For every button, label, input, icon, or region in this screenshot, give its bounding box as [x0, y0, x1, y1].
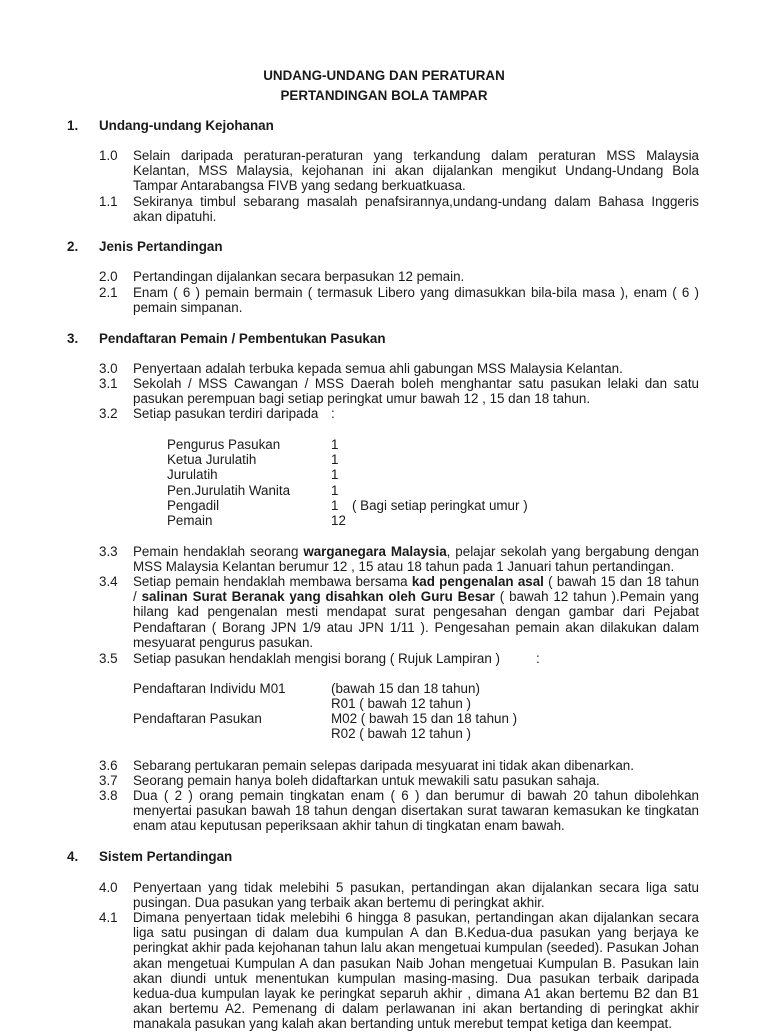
clause-number: 3.0: [99, 361, 118, 376]
team-role: Pen.Jurulatih Wanita: [167, 483, 291, 498]
clause-3-0: [99, 361, 699, 376]
clause-number: 2.1: [99, 285, 118, 300]
clause-text: Enam ( 6 ) pemain bermain ( termasuk Libero yang dimasukkan bila-bila masa ), enam ( 6 ) pemain simpanan.: [133, 285, 699, 316]
clause-3-1: [99, 376, 699, 406]
clause-3-2: [99, 406, 699, 421]
section-title: Jenis Pertandingan: [99, 239, 223, 254]
form-value: R02 ( bawah 12 tahun ): [331, 726, 471, 741]
clause-1-1: [99, 194, 699, 224]
clause-1-0: [99, 148, 699, 194]
clause-3-8: [99, 788, 699, 834]
clause-text: Penyertaan yang tidak melebihi 5 pasukan, pertandingan akan dijalankan secara liga satu pusingan. Dua pasukan yang terbaik akan bertemu di peringkat akhir.: [133, 880, 699, 911]
clause-text: Setiap pasukan hendaklah mengisi borang ( Rujuk Lampiran ): [133, 651, 500, 666]
team-count: 1: [331, 452, 339, 467]
team-count: 1: [331, 467, 339, 482]
clause-number: 1.0: [99, 148, 118, 163]
team-count: 1: [331, 437, 339, 452]
clause-number: 3.5: [99, 651, 118, 666]
form-value: R01 ( bawah 12 tahun ): [331, 696, 471, 711]
team-role: Ketua Jurulatih: [167, 452, 257, 467]
document-title-line2: PERTANDINGAN BOLA TAMPAR: [280, 88, 488, 103]
clause-3-6: [99, 758, 699, 773]
form-value: (bawah 15 dan 18 tahun): [331, 681, 480, 696]
clause-number: 3.7: [99, 773, 118, 788]
team-count: 12: [331, 513, 346, 528]
clause-text: Dua ( 2 ) orang pemain tingkatan enam ( 6 ) dan berumur di bawah 20 tahun dibolehkan menyertai pasukan bawah 18 tahun dengan disertakan surat tawaran kemasukan ke tingkatan enam atau keputusan peperiksaan akhir tahun di tingkatan enam bawah.: [133, 788, 699, 834]
clause-number: 2.0: [99, 269, 118, 284]
clause-text: Setiap pasukan terdiri daripada: [133, 406, 319, 421]
clause-text: Sekiranya timbul sebarang masalah penafsirannya,undang-undang dalam Bahasa Inggeris akan dipatuhi.: [133, 194, 699, 225]
clause-number: 3.8: [99, 788, 118, 803]
section-number: 2.: [67, 239, 79, 254]
clause-3-4: [99, 574, 699, 650]
clause-text: Pertandingan dijalankan secara berpasukan 12 pemain.: [133, 269, 465, 284]
clause-text: Seorang pemain hanya boleh didaftarkan untuk mewakili satu pasukan sahaja.: [133, 773, 600, 788]
emphasis-text: salinan Surat Beranak yang disahkan oleh Guru Besar: [141, 589, 495, 605]
clause-4-0: [99, 880, 699, 910]
section-title: Sistem Pertandingan: [99, 849, 233, 864]
clause-number: 4.0: [99, 880, 118, 895]
clause-3-5-colon: :: [536, 651, 540, 666]
clause-number: 3.1: [99, 376, 118, 391]
team-count: 1: [331, 483, 339, 498]
clause-number: 3.2: [99, 406, 118, 421]
clause-4-1: [99, 910, 699, 1032]
emphasis-text: kad pengenalan asal: [411, 574, 544, 589]
team-role: Jurulatih: [167, 467, 218, 482]
clause-2-1: [99, 285, 699, 315]
clause-text: Sekolah / MSS Cawangan / MSS Daerah boleh menghantar satu pasukan lelaki dan satu pasukan perempuan bagi setiap peringkat umur bawah 12 , 15 dan 18 tahun.: [133, 376, 699, 407]
clause-number: 3.3: [99, 544, 118, 559]
form-label: Pendaftaran Individu M01: [133, 681, 286, 696]
team-role: Pengadil: [167, 498, 220, 513]
team-role: Pengurus Pasukan: [167, 437, 281, 452]
clause-3-5: [99, 651, 699, 666]
team-role: Pemain: [167, 513, 213, 528]
clause-number: 3.4: [99, 574, 118, 589]
section-number: 3.: [67, 331, 79, 346]
clause-text: Pemain hendaklah seorang warganegara Malaysia, pelajar sekolah yang bergabung dengan MSS Malaysia Kelantan berumur 12 , 15 atau 18 tahun pada 1 Januari tahun pertandingan.: [133, 544, 700, 575]
clause-number: 3.6: [99, 758, 118, 773]
clause-text: Sebarang pertukaran pemain selepas daripada mesyuarat ini tidak akan dibenarkan.: [133, 758, 634, 773]
section-title: Pendaftaran Pemain / Pembentukan Pasukan: [99, 331, 386, 346]
clause-number: 1.1: [99, 194, 118, 209]
form-value: M02 ( bawah 15 dan 18 tahun ): [331, 711, 518, 726]
section-title: Undang-undang Kejohanan: [99, 118, 274, 133]
team-count: 1: [331, 498, 339, 513]
document-title-line1: UNDANG-UNDANG DAN PERATURAN: [263, 68, 505, 83]
clause-3-2-colon: :: [331, 406, 335, 421]
section-number: 1.: [67, 118, 79, 133]
clause-text: Dimana penyertaan tidak melebihi 6 hingga 8 pasukan, pertandingan akan dijalankan secara liga satu pusingan di dalam dua kumpulan A dan B.Kedua-dua pasukan yang berjaya ke peringkat akhir pada kejohanan tahun lalu akan mengetuai kumpulan (seeded). Pasukan Johan akan mengetuai Kumpulan A dan pasukan Naib Johan mengetuai Kumpulan B. Pasukan lain akan diundi untuk menentukan kumpulan masing-masing. Dua pasukan terbaik daripada kedua-dua kumpulan layak ke peringkat separuh akhir , dimana A1 akan bertemu B2 dan B1 akan bertemu A2. Pemenang di dalam perlawanan ini akan bertanding di peringkat akhir manakala pasukan yang kalah akan bertanding untuk merebut tempat ketiga dan keempat.: [133, 910, 699, 1032]
form-label: Pendaftaran Pasukan: [133, 711, 262, 726]
team-note: ( Bagi setiap peringkat umur ): [352, 498, 528, 513]
clause-3-7: [99, 773, 699, 788]
emphasis-text: warganegara Malaysia: [303, 544, 447, 559]
clause-text: Selain daripada peraturan-peraturan yang terkandung dalam peraturan MSS Malaysia Kelantan, MSS Malaysia, kejohanan ini akan dijalankan mengikut Undang-Undang Bola Tampar Antarabangsa FIVB yang sedang berkuatkuasa.: [133, 148, 699, 194]
section-number: 4.: [67, 849, 79, 864]
clause-text: Penyertaan adalah terbuka kepada semua ahli gabungan MSS Malaysia Kelantan.: [133, 361, 623, 376]
clause-2-0: [99, 269, 699, 284]
clause-3-3: [99, 544, 699, 574]
clause-text: Setiap pemain hendaklah membawa bersama kad pengenalan asal ( bawah 15 dan 18 tahun / salinan Surat Beranak yang disahkan oleh Guru Besar ( bawah 12 tahun ).Pemain yang hilang kad pengenalan mesti mendapat surat pengesahan dengan gambar dari Pejabat Pendaftaran ( Borang JPN 1/9 atau JPN 1/11 ). Pengesahan pemain akan dilakukan dalam mesyuarat pengurus pasukan.: [133, 574, 700, 650]
clause-number: 4.1: [99, 910, 118, 925]
